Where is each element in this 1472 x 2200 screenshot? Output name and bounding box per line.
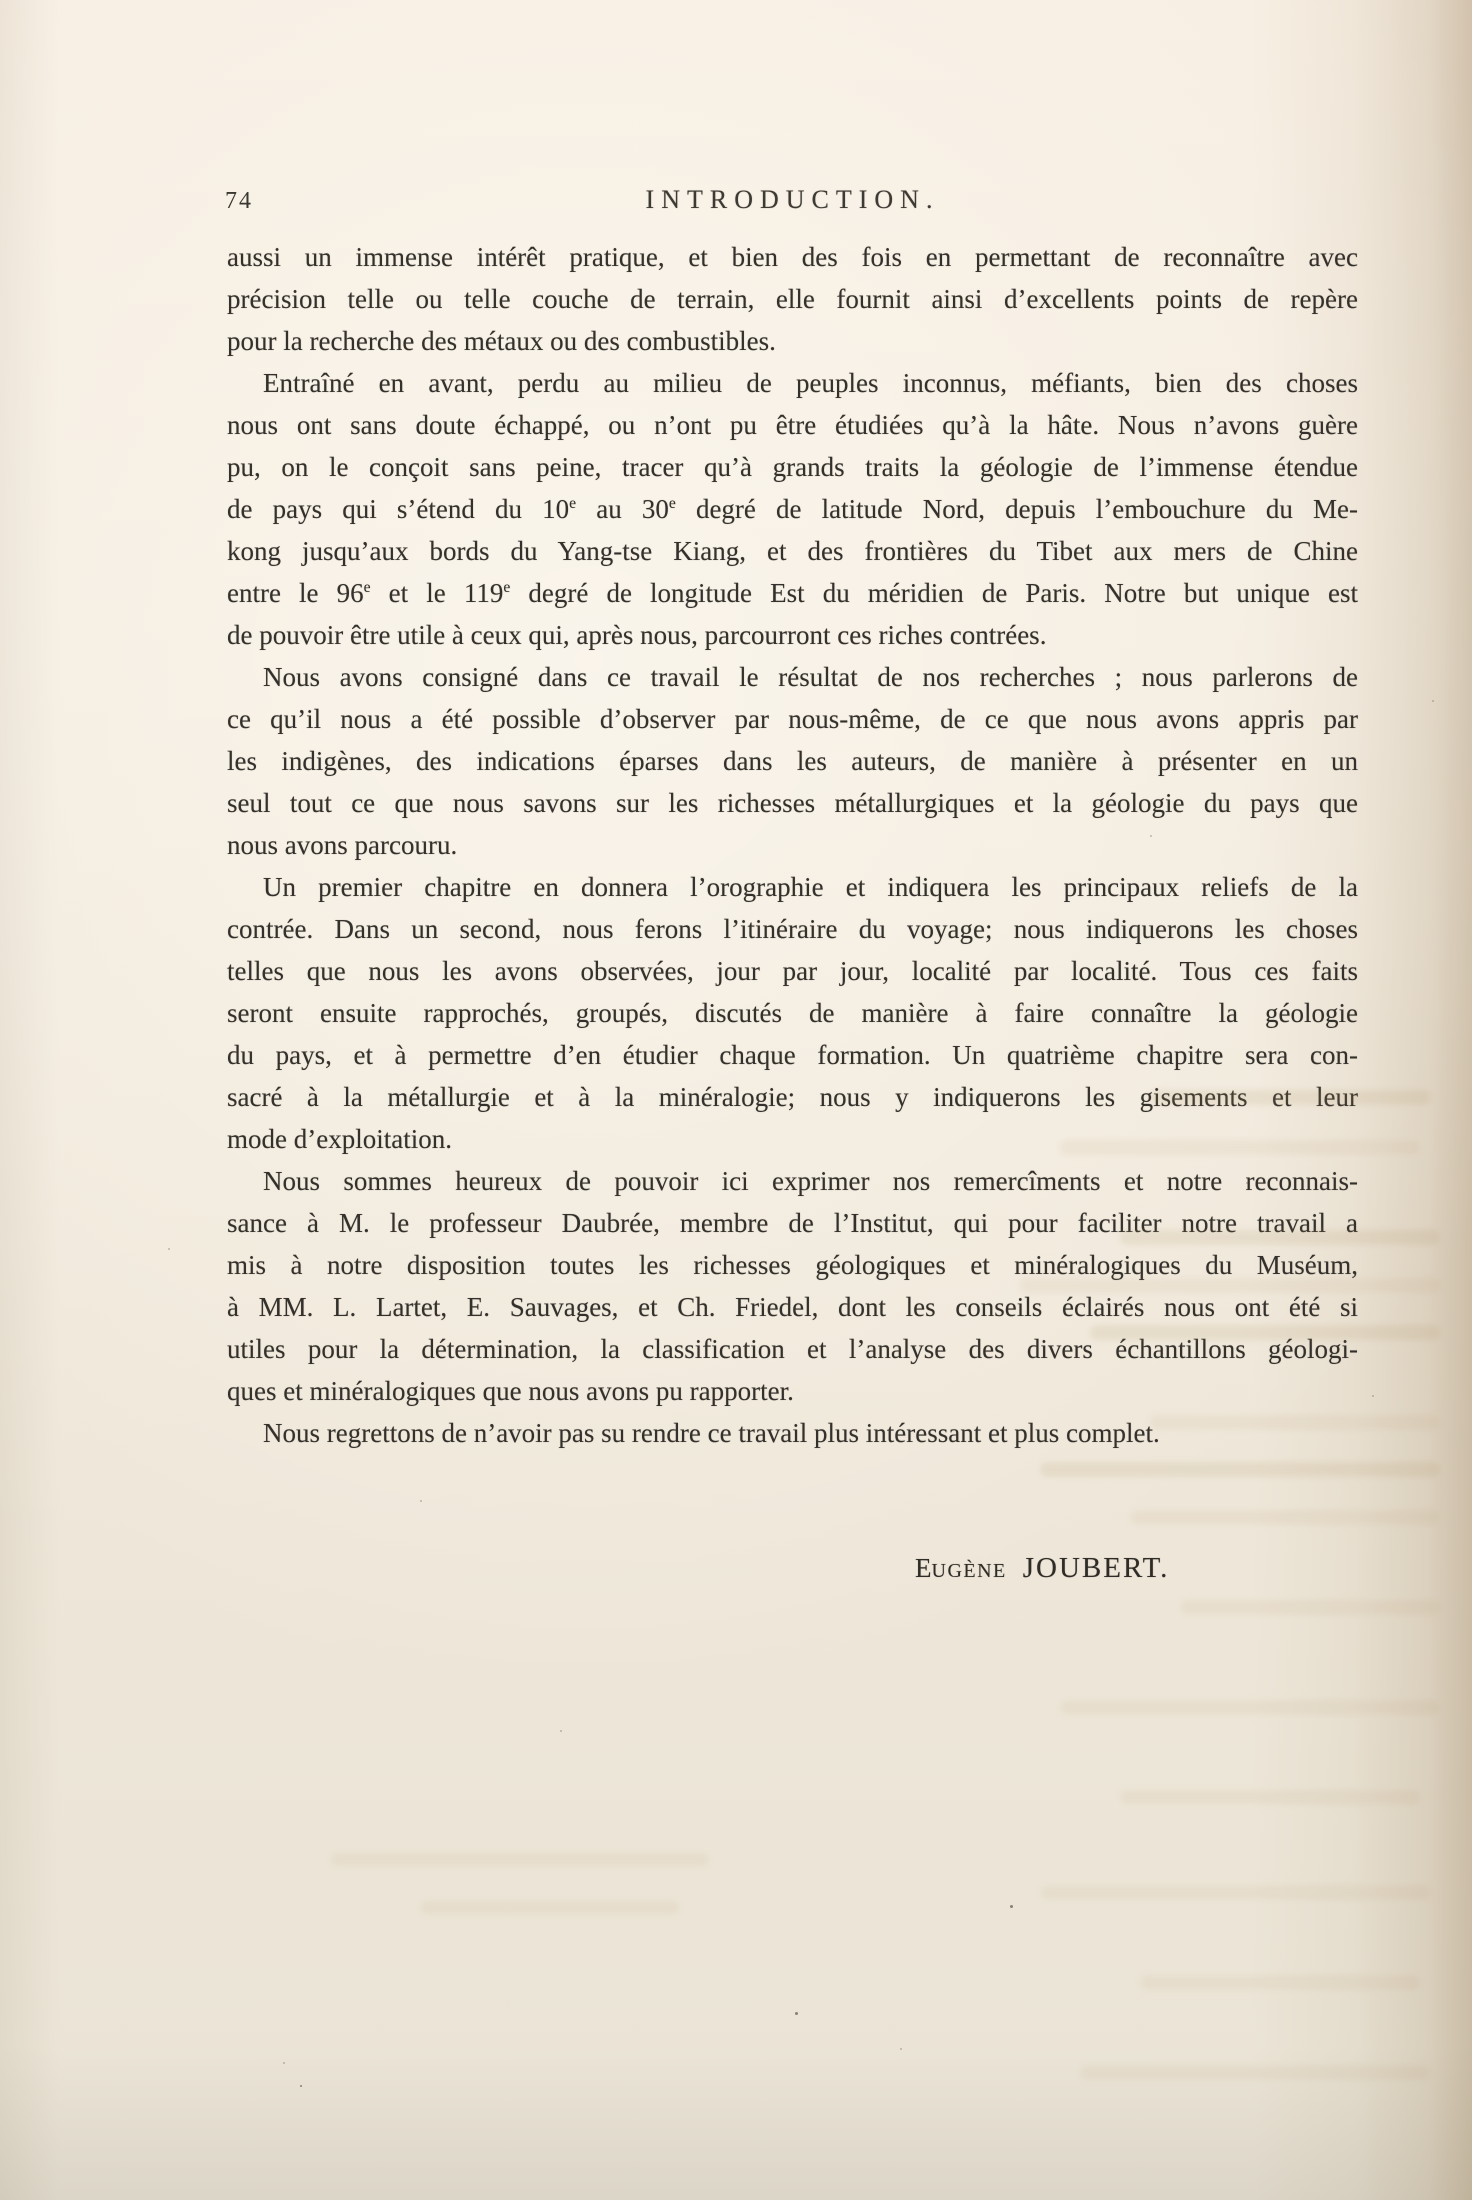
text-line: utiles pour la détermination, la classification et l’analyse des divers échantillons géologi-	[227, 1334, 1358, 1364]
text-line: kong jusqu’aux bords du Yang-tse Kiang, et des frontières du Tibet aux mers de Chine	[227, 536, 1358, 566]
text-block	[227, 236, 1358, 1454]
text-line: précision telle ou telle couche de terrain, elle fournit ainsi d’excellents points de repère	[227, 284, 1358, 314]
text-line: nous avons parcouru.	[227, 830, 458, 860]
signature-last-name: JOUBERT.	[1022, 1552, 1170, 1584]
text-line: Un premier chapitre en donnera l’orographie et indiquera les principaux reliefs de la	[263, 872, 1358, 902]
text-line: mis à notre disposition toutes les richesses géologiques et minéralogiques du Muséum,	[227, 1250, 1358, 1280]
text-line: Nous regrettons de n’avoir pas su rendre ce travail plus intéressant et plus complet.	[263, 1418, 1160, 1448]
text-line: de pouvoir être utile à ceux qui, après nous, parcourront ces riches contrées.	[227, 620, 1047, 650]
text-line: Nous avons consigné dans ce travail le résultat de nos recherches ; nous parlerons de	[263, 662, 1358, 692]
text-line: sacré à la métallurgie et à la minéralogie; nous y indiquerons les gisements et leur	[227, 1082, 1358, 1112]
text-line: seul tout ce que nous savons sur les richesses métallurgiques et la géologie du pays que	[227, 788, 1358, 818]
text-line: à MM. L. Lartet, E. Sauvages, et Ch. Friedel, dont les conseils éclairés nous ont été si	[227, 1292, 1358, 1322]
page-number: 74	[225, 188, 253, 214]
text-line: nous ont sans doute échappé, ou n’ont pu être étudiées qu’à la hâte. Nous n’avons guère	[227, 410, 1358, 440]
text-line: mode d’exploitation.	[227, 1124, 452, 1154]
signature-first-name: UGÈNE	[931, 1560, 1007, 1582]
text-line: ce qu’il nous a été possible d’observer par nous-même, de ce que nous avons appris par	[227, 704, 1358, 734]
text-line: de pays qui s’étend du 10e au 30e degré de latitude Nord, depuis l’embouchure du Me-	[227, 494, 1358, 524]
text-line: Nous sommes heureux de pouvoir ici exprimer nos remercîments et notre reconnais-	[263, 1166, 1358, 1196]
text-line: du pays, et à permettre d’en étudier chaque formation. Un quatrième chapitre sera con-	[227, 1040, 1358, 1070]
text-line: ques et minéralogiques que nous avons pu rapporter.	[227, 1376, 794, 1406]
text-line: sance à M. le professeur Daubrée, membre de l’Institut, qui pour faciliter notre travail a	[227, 1208, 1358, 1238]
text-line: Entraîné en avant, perdu au milieu de peuples inconnus, méfiants, bien des choses	[263, 368, 1358, 398]
text-line: aussi un immense intérêt pratique, et bien des fois en permettant de reconnaître avec	[227, 242, 1358, 272]
text-line: les indigènes, des indications éparses dans les auteurs, de manière à présenter en un	[227, 746, 1358, 776]
text-line: seront ensuite rapprochés, groupés, discutés de manière à faire connaître la géologie	[227, 998, 1358, 1028]
text-line: telles que nous les avons observées, jour par jour, localité par localité. Tous ces faits	[227, 956, 1358, 986]
author-signature	[915, 1552, 1169, 1585]
signature-initial: E	[915, 1553, 932, 1583]
text-line: pu, on le conçoit sans peine, tracer qu’à grands traits la géologie de l’immense étendue	[227, 452, 1358, 482]
text-line: contrée. Dans un second, nous ferons l’itinéraire du voyage; nous indiquerons les choses	[227, 914, 1358, 944]
running-title: INTRODUCTION.	[645, 185, 940, 214]
text-line: pour la recherche des métaux ou des combustibles.	[227, 326, 776, 356]
text-line: entre le 96e et le 119e degré de longitude Est du méridien de Paris. Notre but unique est	[227, 578, 1358, 608]
